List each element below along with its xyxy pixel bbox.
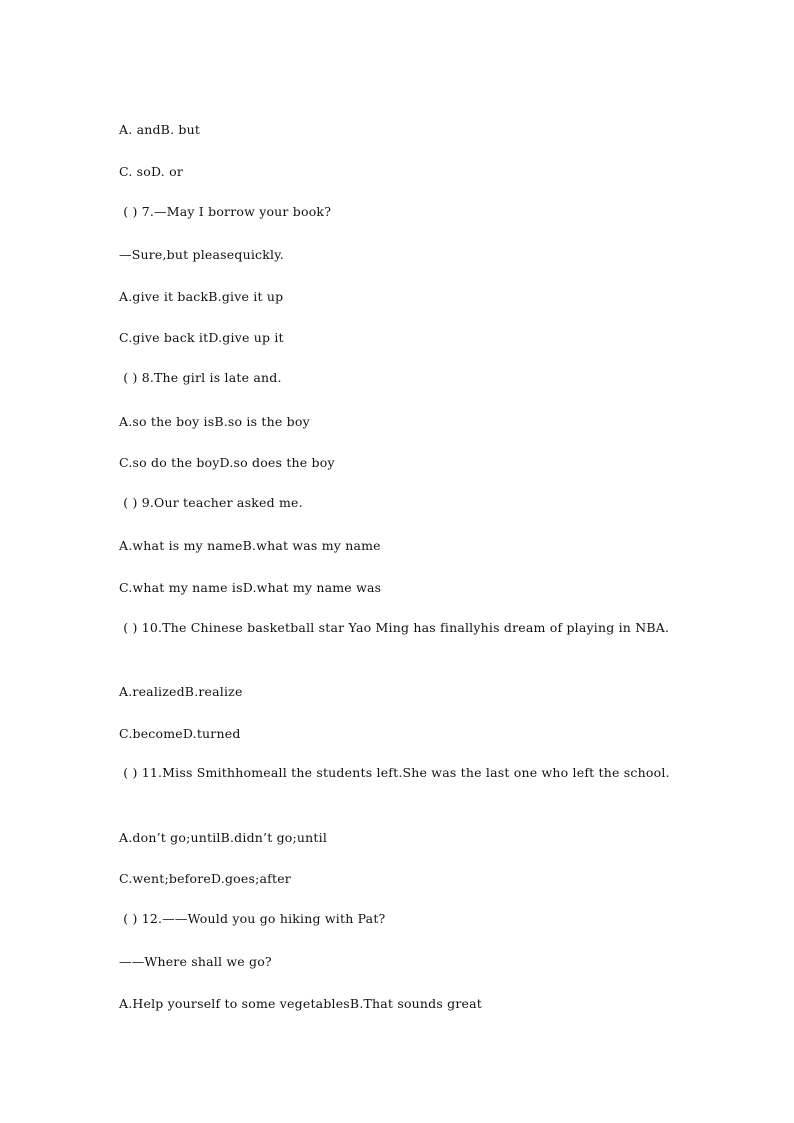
option-line-8ab: A.so the boy isB.so is the boy	[119, 414, 310, 429]
option-line-9cd: C.what my name isD.what my name was	[119, 580, 382, 595]
question-7: ( ) 7.—May I borrow your book?	[119, 204, 332, 219]
option-line-7cd: C.give back itD.give up it	[119, 330, 284, 345]
option-line-10cd: C.becomeD.turned	[119, 726, 241, 741]
question-7-reply: —Sure,but pleasequickly.	[119, 247, 284, 262]
option-line-8cd: C.so do the boyD.so does the boy	[119, 455, 335, 470]
option-line-10ab: A.realizedB.realize	[119, 684, 243, 699]
option-line-6ab: A. andB. but	[119, 122, 201, 137]
question-11: ( ) 11.Miss Smithhomeall the students left.She was the last one who left the school.	[119, 765, 670, 780]
option-line-7ab: A.give it backB.give it up	[119, 289, 284, 304]
option-line-11ab: A.don’t go;untilB.didn’t go;until	[119, 830, 328, 845]
option-line-12ab: A.Help yourself to some vegetablesB.That sounds great	[119, 996, 483, 1011]
question-8: ( ) 8.The girl is late and.	[119, 370, 282, 385]
option-line-6cd: C. soD. or	[119, 164, 184, 179]
question-12: ( ) 12.——Would you go hiking with Pat?	[119, 911, 386, 926]
question-9: ( ) 9.Our teacher asked me.	[119, 495, 303, 510]
question-10: ( ) 10.The Chinese basketball star Yao Ming has finallyhis dream of playing in NBA.	[119, 620, 670, 635]
question-12-reply: ——Where shall we go?	[119, 954, 272, 969]
option-line-11cd: C.went;beforeD.goes;after	[119, 871, 291, 886]
option-line-9ab: A.what is my nameB.what was my name	[119, 538, 381, 553]
